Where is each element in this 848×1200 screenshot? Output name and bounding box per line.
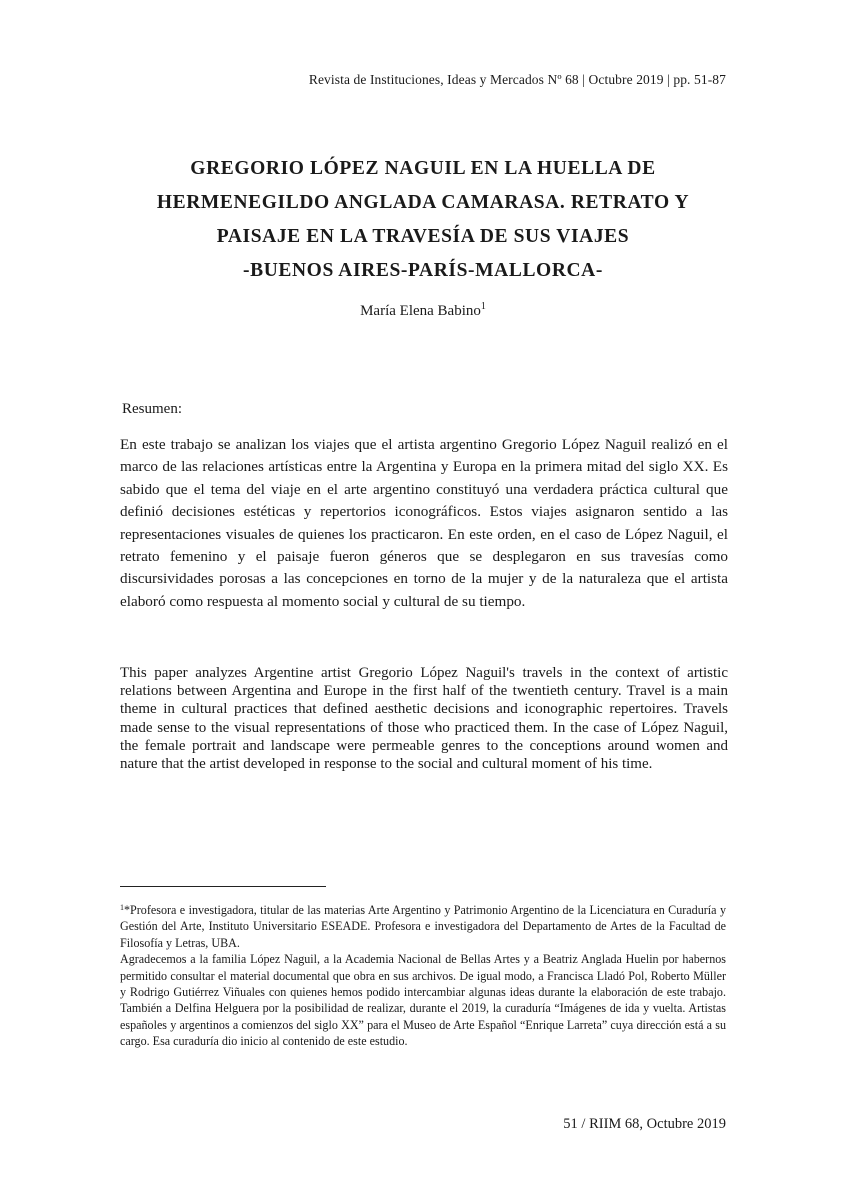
footnote-1-text: *Profesora e investigadora, titular de las materias Arte Argentino y Patrimonio Argentino de la Licenciatura en Curaduría y Gestión del Arte, Instituto Universitario ESEADE. Profesora e investigadora del Departamento de Artes de la Facultad de Filosofía y Letras, UBA. bbox=[120, 903, 726, 950]
title-line-2: HERMENEGILDO ANGLADA CAMARASA. RETRATO Y bbox=[156, 192, 690, 213]
abstract-heading: Resumen: bbox=[122, 401, 182, 417]
article-title bbox=[120, 152, 726, 288]
author-footnote-marker[interactable]: 1 bbox=[480, 301, 486, 312]
abstract-english: This paper analyzes Argentine artist Gregorio López Naguil's travels in the context of artistic relations between Argentina and Europe in the first half of the twentieth century. Travel is a main theme in cultural practices that defined aesthetic decisions and iconographic repertoires. Travels made sense to the visual representations of those who practiced them. In the case of López Naguil, the female portrait and landscape were permeable genres to the conceptions around women and nature that the artist developed in response to the social and cultural moment of his time. bbox=[120, 665, 728, 773]
page-footer: 51 / RIIM 68, Octubre 2019 bbox=[563, 1116, 726, 1132]
footnotes bbox=[120, 900, 726, 1050]
footnote-marker: 1 bbox=[120, 903, 124, 912]
running-header: Revista de Instituciones, Ideas y Mercados Nº 68 | Octubre 2019 | pp. 51-87 bbox=[308, 72, 726, 87]
title-line-4: -BUENOS AIRES-PARÍS-MALLORCA- bbox=[243, 260, 603, 281]
footnote-1 bbox=[120, 900, 726, 951]
footnote-divider bbox=[120, 886, 326, 887]
title-line-1: GREGORIO LÓPEZ NAGUIL EN LA HUELLA DE bbox=[190, 158, 656, 179]
footnote-acknowledgements: Agradecemos a la familia López Naguil, a la Academia Nacional de Bellas Artes y a Beatriz Anglada Huelin por habernos permitido consultar el material documental que obra en sus archivos. De igual modo, a Francisca Lladó Pol, Roberto Müller y Rodrigo Gutiérrez Viñuales con quienes hemos podido intercambiar algunas ideas durante la elaboración de este trabajo. También a Delfina Helguera por la posibilidad de realizar, durante el 2019, la curaduría “Imágenes de ida y vuelta. Artistas españoles y argentinos a comienzos del siglo XX” para el Museo de Arte Español “Enrique Larreta” cuya dirección está a su cargo. Esa curaduría dio inicio al contenido de este estudio. bbox=[120, 952, 726, 1049]
author-name: María Elena Babino bbox=[360, 303, 481, 319]
title-line-3: PAISAJE EN LA TRAVESÍA DE SUS VIAJES bbox=[216, 226, 630, 247]
abstract-spanish: En este trabajo se analizan los viajes que el artista argentino Gregorio López Naguil realizó en el marco de las relaciones artísticas entre la Argentina y Europa en la primera mitad del siglo XX. Es sabido que el tema del viaje en el arte argentino constituyó una verdadera práctica cultural que definió decisiones estéticas y repertorios iconográficos. Estos viajes asignaron sentido a las representaciones visuales de quienes los practicaron. En este orden, en el caso de López Naguil, el retrato femenino y el paisaje fueron géneros que se desplegaron en sus travesías como discursividades porosas a las concepciones en torno de la mujer y de la naturaleza que el artista elaboró como respuesta al momento social y cultural de su tiempo. bbox=[120, 436, 728, 610]
author-byline bbox=[120, 301, 726, 320]
